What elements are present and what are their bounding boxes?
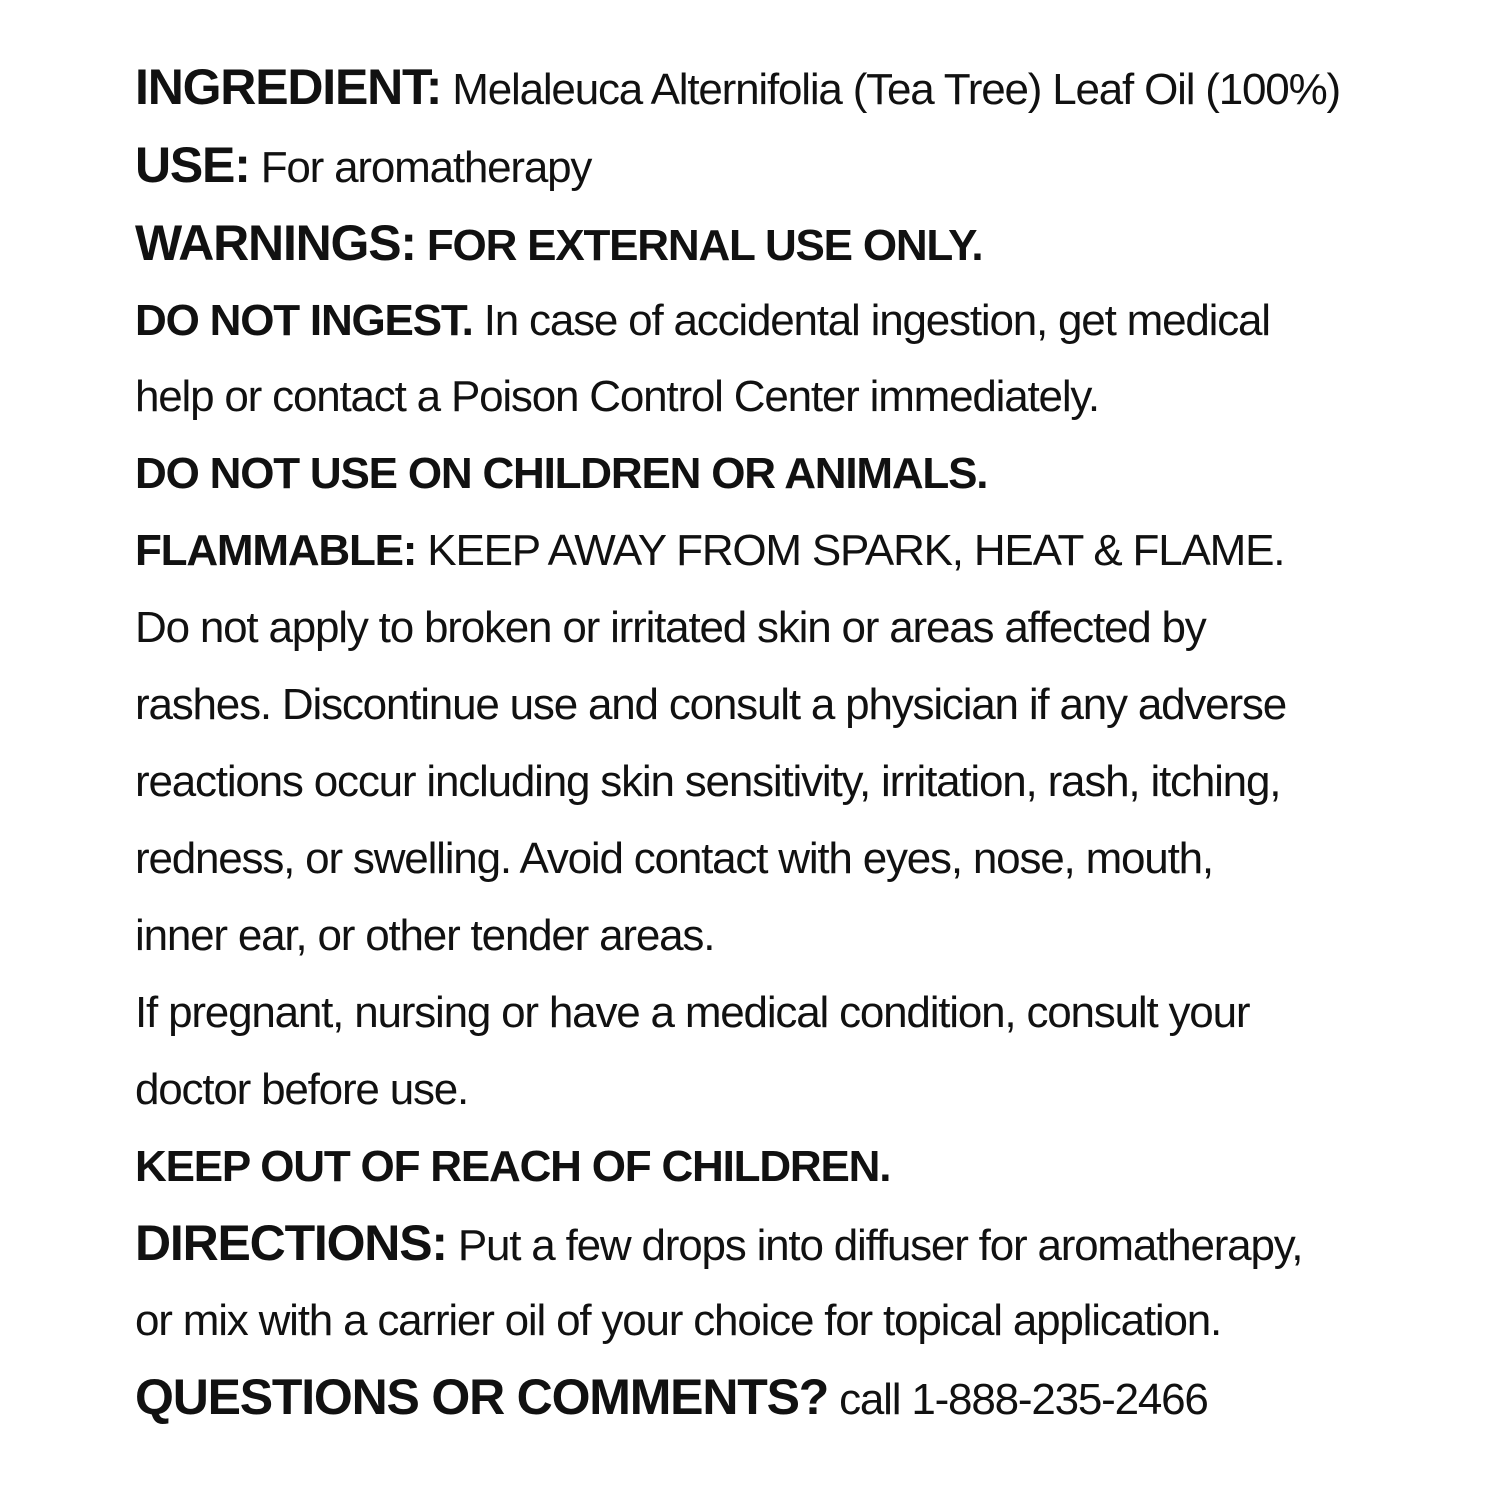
use-heading: USE: (135, 137, 250, 193)
questions-heading: QUESTIONS OR COMMENTS? (135, 1369, 829, 1425)
ingredient-text: Melaleuca Alternifolia (Tea Tree) Leaf Oil (100%) (441, 65, 1340, 114)
ingredient-heading: INGREDIENT: (135, 59, 442, 115)
directions-line-2: or mix with a carrier oil of your choice for topical application. (135, 1296, 1222, 1345)
skin-warning-line-4: redness, or swelling. Avoid contact with eyes, nose, mouth, (135, 834, 1213, 883)
questions-line (135, 1368, 1208, 1426)
reach-of-children-warning: KEEP OUT OF REACH OF CHILDREN. (135, 1142, 891, 1191)
do-not-ingest-line (135, 296, 1270, 346)
pregnant-line-2: doctor before use. (135, 1065, 469, 1114)
use-text: For aromatherapy (249, 143, 592, 192)
skin-warning-line-2: rashes. Discontinue use and consult a physician if any adverse (135, 680, 1286, 729)
warnings-heading: WARNINGS: (135, 215, 416, 271)
phone-number: call 1-888-235-2466 (828, 1375, 1208, 1424)
directions-heading: DIRECTIONS: (135, 1215, 447, 1271)
skin-warning-line-5: inner ear, or other tender areas. (135, 911, 715, 960)
use-line (135, 136, 591, 194)
directions-text: Put a few drops into diffuser for aromatherapy, (446, 1221, 1303, 1270)
skin-warning-line-3: reactions occur including skin sensitivity, irritation, rash, itching, (135, 757, 1281, 806)
warnings-text: FOR EXTERNAL USE ONLY. (415, 221, 983, 270)
warnings-line (135, 214, 982, 272)
do-not-ingest-text: In case of accidental ingestion, get medical (472, 296, 1270, 345)
children-animals-warning: DO NOT USE ON CHILDREN OR ANIMALS. (135, 449, 988, 498)
flammable-line (135, 526, 1284, 576)
do-not-ingest-line-2: help or contact a Poison Control Center immediately. (135, 372, 1099, 421)
directions-line (135, 1214, 1302, 1272)
skin-warning-line-1: Do not apply to broken or irritated skin or areas affected by (135, 603, 1206, 652)
do-not-ingest-heading: DO NOT INGEST. (135, 296, 473, 345)
pregnant-line-1: If pregnant, nursing or have a medical condition, consult your (135, 988, 1250, 1037)
flammable-text: KEEP AWAY FROM SPARK, HEAT & FLAME. (416, 526, 1285, 575)
flammable-heading: FLAMMABLE: (135, 526, 417, 575)
ingredient-line (135, 58, 1340, 116)
